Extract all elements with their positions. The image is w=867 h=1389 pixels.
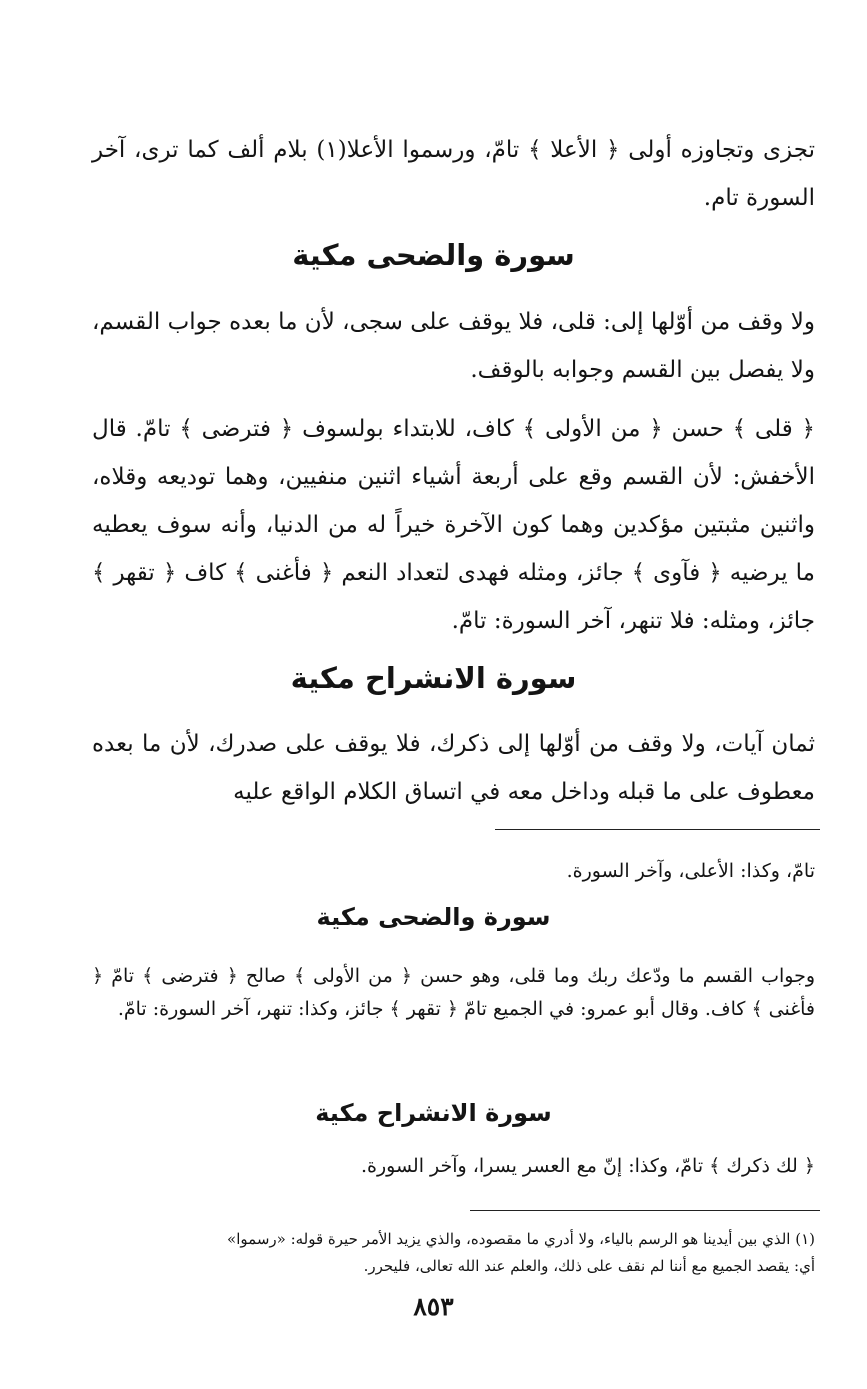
paragraph-top: تجزى وتجاوزه أولى ﴿ الأعلا ﴾ تامّ، ورسموا الأعلا(١) بلام ألف كما ترى، آخر السورة تام. — [92, 137, 815, 211]
lower-paragraph-duha: وجواب القسم ما ودّعك ربك وما قلى، وهو حسن ﴿ من الأولى ﴾ صالح ﴿ فترضى ﴾ تامّ ﴿ فأغنى ﴾ كاف. وقال أبو عمرو: في الجميع تامّ ﴿ تقهر ﴾ جائز، وكذا: تنهر، آخر السورة: تامّ. — [92, 965, 815, 1020]
page-number: ٨٥٣ — [413, 1292, 454, 1321]
lower-heading-surah-duha: سورة والضحى مكية — [316, 903, 551, 931]
paragraph-duha-detail: ﴿ قلى ﴾ حسن ﴿ من الأولى ﴾ كاف، للابتداء بولسوف ﴿ فترضى ﴾ تامّ. قال الأخفش: لأن القسم وقع على أربعة أشياء اثنين منفيين، وهما توديعه وقلاه، واثنين مثبتين مؤكدين وهما كون الآخرة خيراً له من الدنيا، وأنه سوف يعطيه ما يرضيه ﴿ فآوى ﴾ جائز، ومثله فهدى لتعداد النعم ﴿ فأغنى ﴾ كاف ﴿ تقهر ﴾ جائز، ومثله: فلا تنهر، آخر السورة: تامّ. — [92, 416, 815, 634]
footnote-rule — [470, 1210, 820, 1211]
heading-surah-duha: سورة والضحى مكية — [292, 238, 575, 272]
separator-rule — [495, 829, 820, 830]
footnote-line-1: (١) الذي بين أيدينا هو الرسم بالياء، ولا أدري ما مقصوده، والذي يزيد الأمر حيرة قوله: «رسموا» — [227, 1230, 815, 1248]
paragraph-inshirah: ثمان آيات، ولا وقف من أوّلها إلى ذكرك، فلا يوقف على صدرك، لأن ما بعده معطوف على ما قبله وداخل معه في اتساق الكلام الواقع عليه — [92, 731, 815, 805]
lower-paragraph-inshirah: ﴿ لك ذكرك ﴾ تامّ، وكذا: إنّ مع العسر يسرا، وآخر السورة. — [360, 1155, 815, 1177]
lower-continuation: تامّ، وكذا: الأعلى، وآخر السورة. — [566, 860, 815, 882]
footnote-line-2: أي: يقصد الجميع مع أننا لم نقف على ذلك، والعلم عند الله تعالى، فليحرر. — [363, 1257, 815, 1275]
paragraph-duha-intro: ولا وقف من أوّلها إلى: قلى، فلا يوقف على سجى، لأن ما بعده جواب القسم، ولا يفصل بين القسم وجوابه بالوقف. — [92, 309, 815, 383]
heading-surah-inshirah: سورة الانشراح مكية — [290, 661, 577, 695]
footnote — [80, 1226, 815, 1280]
lower-heading-surah-inshirah: سورة الانشراح مكية — [315, 1099, 552, 1127]
